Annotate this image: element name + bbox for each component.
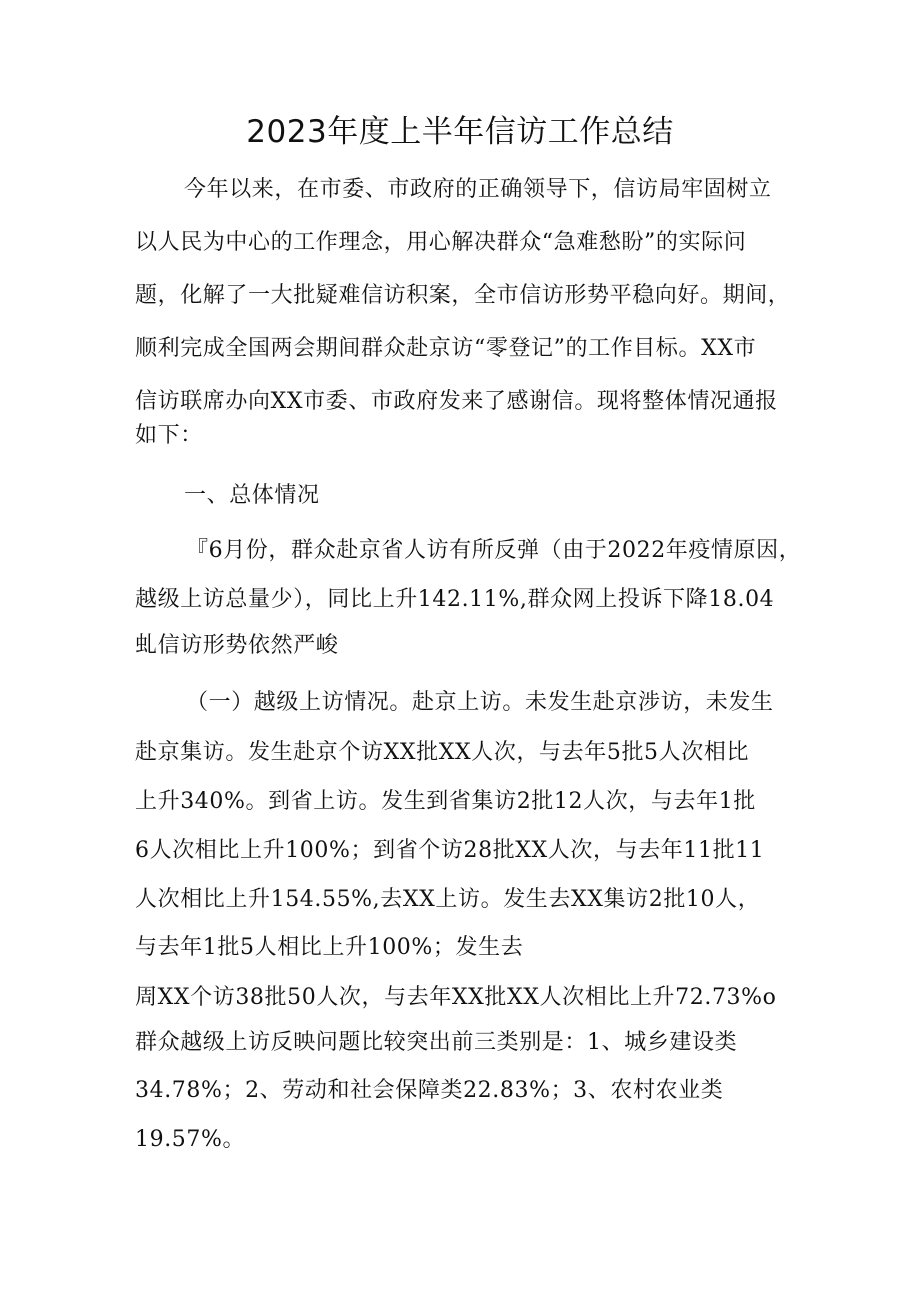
subsection-line: 与去年1批5人相比上升100%；发生去: [135, 935, 524, 960]
overview-line: 越级上访总量少），同比上升142.11%,群众网上投诉下降18.04: [135, 587, 775, 612]
intro-line: 今年以来，在市委、市政府的正确领导下，信访局牢固树立: [184, 177, 772, 202]
intro-line: 顺利完成全国两会期间群众赴京访“零登记”的工作目标。XX市: [135, 336, 757, 361]
subsection-line: 赴京集访。发生赴京个访XX批XX人次，与去年5批5人次相比: [135, 740, 750, 765]
section-heading: 一、总体情况: [184, 483, 320, 508]
subsection-line: 19.57%。: [135, 1127, 246, 1152]
subsection-line: 周XX个访38批50人次，与去年XX批XX人次相比上升72.73%o: [135, 985, 777, 1010]
intro-line: 题，化解了一大批疑难信访积案，全市信访形势平稳向好。期间，: [135, 283, 791, 308]
subsection-line: 人次相比上升154.55%,去XX上访。发生去XX集访2批10人，: [135, 887, 761, 912]
intro-line: 如下：: [135, 423, 203, 448]
overview-line: 虬信访形势依然严峻: [135, 633, 339, 658]
document-title: 2023年度上半年信访工作总结: [246, 114, 674, 150]
intro-line: 信访联席办向XX市委、市政府发来了感谢信。现将整体情况通报: [135, 389, 778, 414]
subsection-line: 上升340%。到省上访。发生到省集访2批12人次，与去年1批: [135, 789, 756, 814]
subsection-line: 34.78%；2、劳动和社会保障类22.83%；3、农村农业类: [135, 1078, 724, 1103]
subsection-line: 群众越级上访反映问题比较突出前三类别是：1、城乡建设类: [135, 1030, 738, 1055]
intro-line: 以人民为中心的工作理念，用心解决群众“急难愁盼”的实际问: [135, 230, 747, 255]
overview-line: 『6月份，群众赴京省人访有所反弹（由于2022年疫情原因，: [186, 538, 802, 563]
subsection-line: （一）越级上访情况。赴京上访。未发生赴京涉访，未发生: [186, 690, 774, 715]
subsection-line: 6人次相比上升100%；到省个访28批XX人次，与去年11批11: [135, 838, 765, 863]
